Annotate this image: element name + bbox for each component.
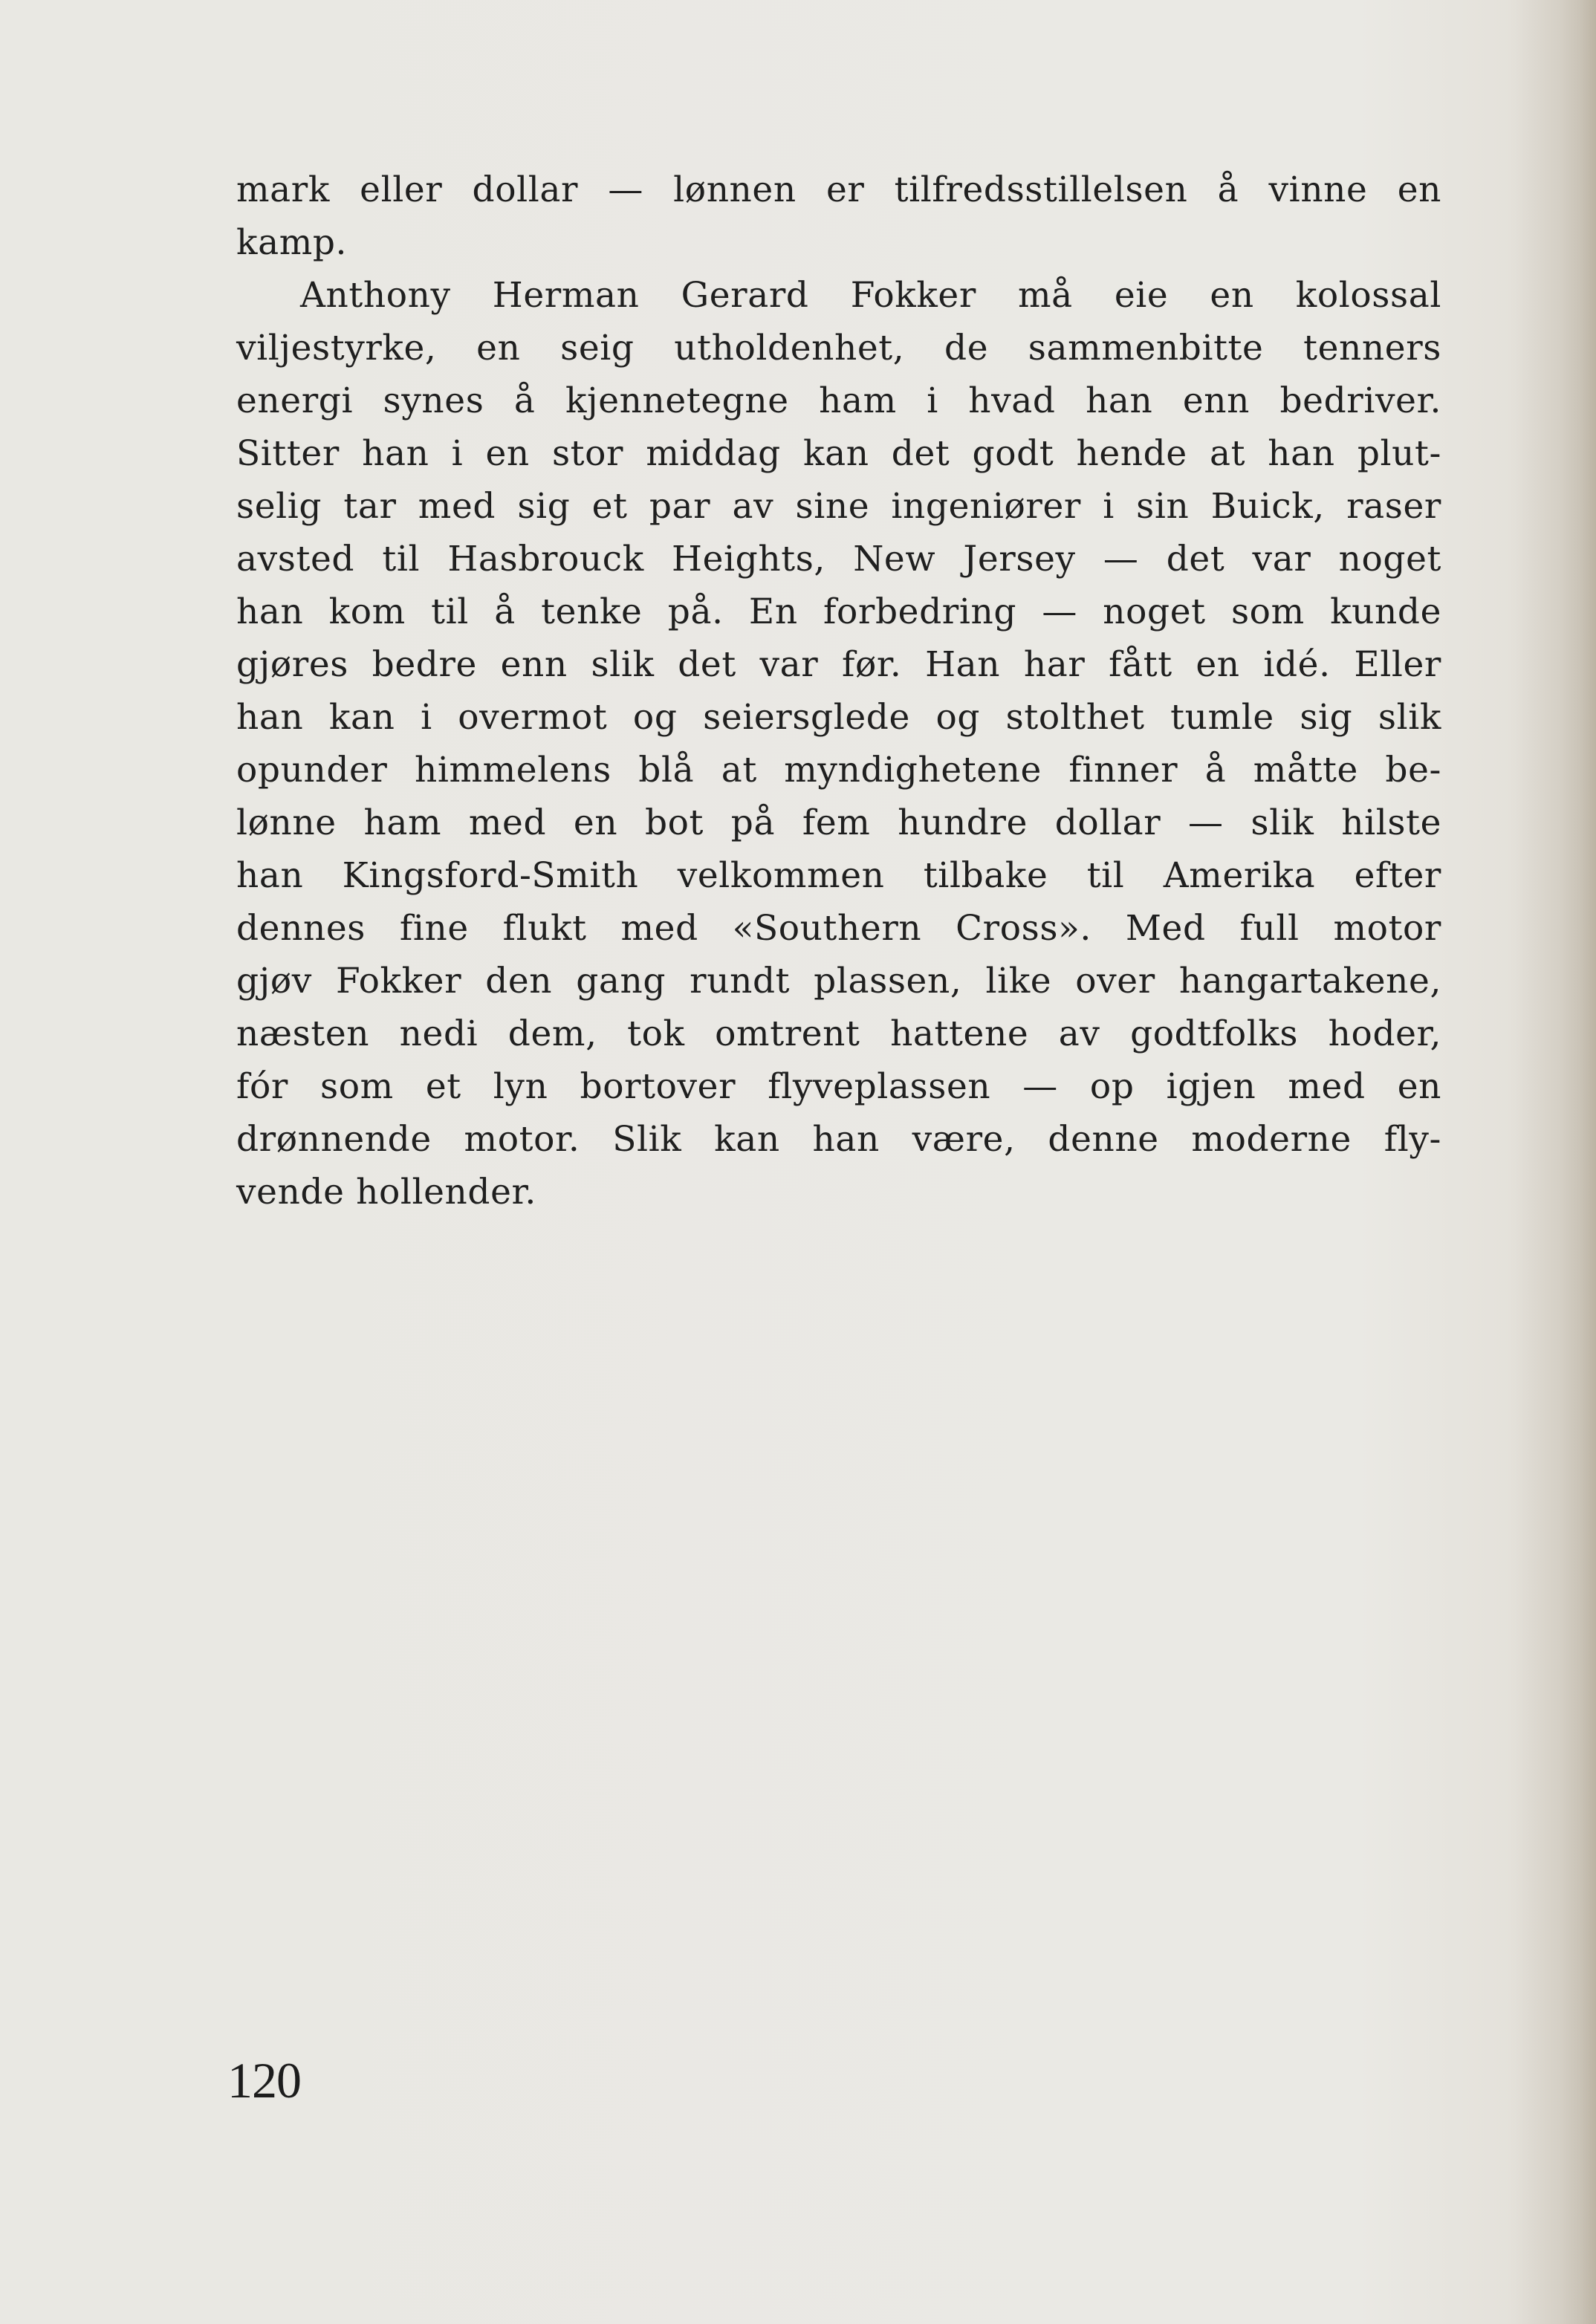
text-line: drønnende motor. Slik kan han være, denne moderne fly-: [236, 1119, 1441, 1160]
text-line: opunder himmelens blå at myndighetene finner å måtte be-: [236, 750, 1441, 791]
body-text: [236, 163, 1441, 1218]
page-gutter-shadow: [1507, 0, 1596, 2324]
page-number: 120: [227, 2052, 301, 2109]
text-line: viljestyrke, en seig utholdenhet, de sammenbitte tenners: [236, 328, 1441, 369]
text-line: gjøres bedre enn slik det var før. Han har fått en idé. Eller: [236, 644, 1441, 685]
text-line: kamp.: [236, 222, 348, 263]
text-line: lønne ham med en bot på fem hundre dollar — slik hilste: [236, 802, 1441, 843]
text-line: energi synes å kjennetegne ham i hvad han enn bedriver.: [236, 380, 1441, 421]
text-line: dennes fine flukt med «Southern Cross». Med full motor: [236, 908, 1441, 949]
text-line: gjøv Fokker den gang rundt plassen, like over hangartakene,: [236, 961, 1441, 1002]
text-line: han kan i overmot og seiersglede og stolthet tumle sig slik: [236, 697, 1441, 738]
text-line: fór som et lyn bortover flyveplassen — op igjen med en: [236, 1066, 1441, 1107]
text-line: mark eller dollar — lønnen er tilfredsstillelsen å vinne en: [236, 169, 1441, 210]
text-line: næsten nedi dem, tok omtrent hattene av godtfolks hoder,: [236, 1013, 1441, 1054]
text-line: vende hollender.: [236, 1172, 536, 1213]
text-line: Sitter han i en stor middag kan det godt hende at han plut-: [236, 433, 1441, 474]
text-line: avsted til Hasbrouck Heights, New Jersey — det var noget: [236, 539, 1441, 580]
text-line: selig tar med sig et par av sine ingeniører i sin Buick, raser: [236, 486, 1441, 527]
text-line: han Kingsford-Smith velkommen tilbake til Amerika efter: [236, 855, 1441, 896]
text-line: han kom til å tenke på. En forbedring — noget som kunde: [236, 591, 1441, 632]
text-line: Anthony Herman Gerard Fokker må eie en kolossal: [300, 275, 1441, 316]
